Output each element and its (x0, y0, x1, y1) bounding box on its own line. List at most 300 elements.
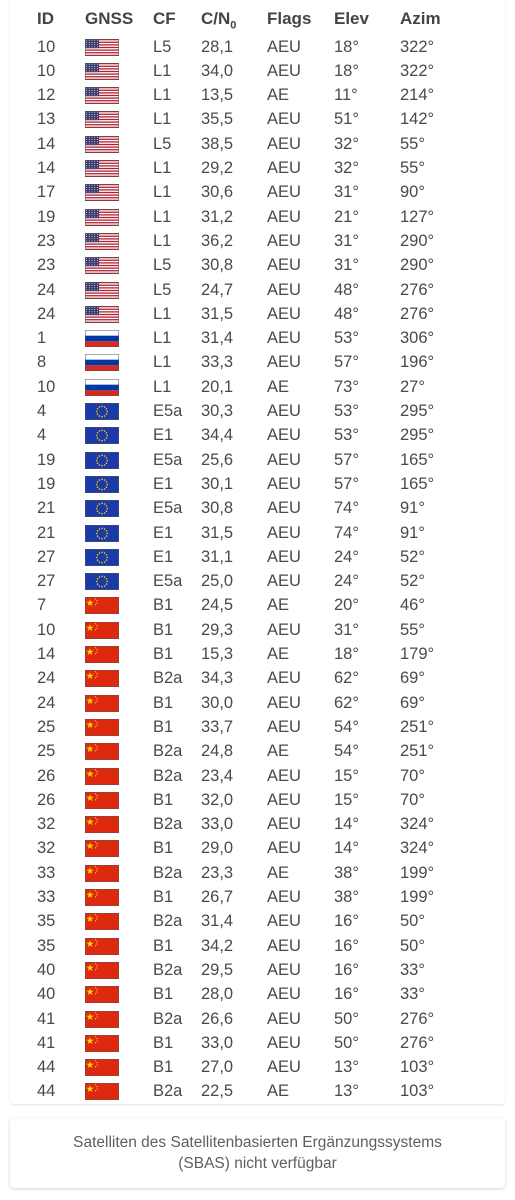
table-row (0, 666, 515, 690)
azimuth: 165° (400, 450, 435, 469)
status-flags: AE (267, 742, 290, 761)
status-flags: AE (267, 645, 290, 663)
cn0-value: 24,8 (201, 742, 234, 761)
azimuth: 251° (400, 742, 435, 761)
table-row (0, 375, 515, 399)
status-flags: AEU (267, 523, 301, 542)
azimuth: 276° (400, 1033, 435, 1052)
carrier-frequency: B2a (153, 815, 183, 834)
carrier-frequency: E1 (153, 426, 174, 445)
elevation: 53° (334, 402, 359, 420)
cn0-value: 34,4 (201, 426, 234, 445)
azimuth: 91° (400, 523, 425, 542)
carrier-frequency: E1 (153, 523, 174, 542)
carrier-frequency: L5 (153, 280, 172, 299)
elevation: 62° (334, 693, 359, 712)
header-cn-label: C/N (201, 9, 231, 28)
cn0-value: 34,3 (201, 669, 234, 688)
satellite-id: 21 (37, 523, 56, 542)
elevation: 31° (334, 256, 359, 275)
satellite-id: 14 (37, 159, 56, 177)
eu-flag-icon (85, 403, 119, 420)
cn0-value: 33,0 (201, 1033, 234, 1052)
table-row (0, 205, 515, 229)
carrier-frequency: E5a (153, 499, 183, 518)
cn0-value: 29,0 (201, 839, 234, 858)
satellite-id: 14 (37, 645, 56, 663)
cn-flag-icon (85, 719, 119, 736)
status-flags: AEU (267, 572, 301, 591)
satellite-id: 24 (37, 693, 56, 712)
eu-flag-icon (85, 525, 119, 542)
azimuth: 306° (400, 329, 435, 348)
carrier-frequency: B1 (153, 596, 174, 615)
carrier-frequency: B1 (153, 645, 174, 663)
elevation: 13° (334, 1082, 359, 1101)
cn0-value: 33,3 (201, 353, 234, 372)
cn0-value: 33,0 (201, 815, 234, 834)
table-row (0, 836, 515, 860)
header-cn (201, 9, 236, 31)
azimuth: 103° (400, 1058, 435, 1077)
cn-flag-icon (85, 1083, 119, 1100)
status-flags: AEU (267, 547, 301, 566)
satellite-id: 27 (37, 572, 56, 591)
carrier-frequency: B1 (153, 1058, 174, 1077)
elevation: 53° (334, 329, 359, 348)
table-row (0, 107, 515, 131)
azimuth: 27° (400, 377, 425, 396)
cn-flag-icon (85, 840, 119, 857)
status-flags: AEU (267, 426, 301, 445)
table-row (0, 1007, 515, 1031)
elevation: 54° (334, 717, 359, 736)
carrier-frequency: L1 (153, 86, 172, 105)
carrier-frequency: B2a (153, 742, 183, 761)
us-flag-icon (85, 111, 119, 128)
cn0-value: 29,5 (201, 960, 234, 979)
cn-flag-icon (85, 597, 119, 614)
table-row (0, 569, 515, 593)
carrier-frequency: L1 (153, 110, 172, 129)
cn-flag-icon (85, 1011, 119, 1028)
cn0-value: 33,7 (201, 717, 234, 736)
cn0-value: 24,5 (201, 596, 234, 615)
elevation: 48° (334, 304, 359, 323)
cn0-value: 29,3 (201, 620, 234, 639)
elevation: 18° (334, 37, 359, 56)
elevation: 57° (334, 450, 359, 469)
carrier-frequency: B1 (153, 1033, 174, 1052)
status-flags: AEU (267, 960, 301, 979)
elevation: 57° (334, 353, 359, 372)
table-row (0, 812, 515, 836)
table-row (0, 180, 515, 204)
table-row (0, 423, 515, 447)
cn0-value: 31,2 (201, 207, 234, 226)
table-row (0, 545, 515, 569)
satellite-id: 44 (37, 1058, 56, 1077)
table-row (0, 618, 515, 642)
status-flags: AE (267, 86, 290, 105)
satellite-id: 8 (37, 353, 47, 372)
carrier-frequency: E1 (153, 547, 174, 566)
cn0-value: 30,0 (201, 693, 234, 712)
table-row (0, 909, 515, 933)
satellite-id: 1 (37, 329, 47, 348)
elevation: 16° (334, 936, 359, 955)
status-flags: AEU (267, 450, 301, 469)
cn0-value: 15,3 (201, 645, 234, 663)
carrier-frequency: B1 (153, 790, 174, 809)
us-flag-icon (85, 209, 119, 226)
elevation: 54° (334, 742, 359, 761)
table-row (0, 934, 515, 958)
satellite-id: 21 (37, 499, 56, 518)
status-flags: AEU (267, 110, 301, 129)
table-row (0, 764, 515, 788)
satellite-id: 23 (37, 256, 56, 275)
azimuth: 276° (400, 1009, 435, 1028)
cn0-value: 30,8 (201, 256, 234, 275)
carrier-frequency: B2a (153, 1009, 183, 1028)
cn0-value: 35,5 (201, 110, 234, 129)
elevation: 20° (334, 596, 359, 615)
elevation: 32° (334, 159, 359, 177)
cn-flag-icon (85, 1035, 119, 1052)
header-gnss: GNSS (85, 9, 134, 28)
satellite-id: 10 (37, 37, 56, 56)
azimuth: 55° (400, 159, 425, 177)
header-cn-subscript: 0 (230, 19, 237, 32)
us-flag-icon (85, 184, 119, 201)
table-row (0, 350, 515, 374)
carrier-frequency: B1 (153, 985, 174, 1004)
header-azim: Azim (400, 9, 441, 28)
satellite-id: 40 (37, 960, 56, 979)
azimuth: 290° (400, 256, 435, 275)
azimuth: 69° (400, 669, 425, 688)
cn-flag-icon (85, 962, 119, 979)
elevation: 16° (334, 912, 359, 931)
elevation: 50° (334, 1009, 359, 1028)
status-flags: AEU (267, 159, 301, 177)
azimuth: 55° (400, 134, 425, 153)
azimuth: 50° (400, 912, 425, 931)
status-flags: AEU (267, 985, 301, 1004)
azimuth: 127° (400, 207, 435, 226)
eu-flag-icon (85, 573, 119, 590)
satellite-id: 33 (37, 863, 56, 882)
carrier-frequency: B1 (153, 936, 174, 955)
table-row (0, 691, 515, 715)
status-flags: AEU (267, 256, 301, 275)
status-flags: AEU (267, 134, 301, 153)
header-id: ID (37, 9, 54, 28)
satellite-id: 13 (37, 110, 56, 129)
status-flags: AEU (267, 304, 301, 323)
cn0-value: 30,1 (201, 474, 234, 493)
satellite-id: 26 (37, 766, 56, 785)
elevation: 74° (334, 523, 359, 542)
azimuth: 52° (400, 572, 425, 591)
cn-flag-icon (85, 913, 119, 930)
carrier-frequency: L5 (153, 37, 172, 56)
table-row (0, 399, 515, 423)
cn0-value: 27,0 (201, 1058, 234, 1077)
elevation: 50° (334, 1033, 359, 1052)
cn-flag-icon (85, 695, 119, 712)
us-flag-icon (85, 160, 119, 177)
ru-flag-icon (85, 330, 119, 347)
azimuth: 276° (400, 304, 435, 323)
azimuth: 251° (400, 717, 435, 736)
satellite-id: 24 (37, 669, 56, 688)
elevation: 16° (334, 960, 359, 979)
table-row (0, 132, 515, 156)
azimuth: 33° (400, 985, 425, 1004)
carrier-frequency: B2a (153, 766, 183, 785)
status-flags: AEU (267, 231, 301, 250)
cn0-value: 28,0 (201, 985, 234, 1004)
table-row (0, 326, 515, 350)
cn0-value: 31,4 (201, 329, 234, 348)
satellite-id: 19 (37, 207, 56, 226)
status-flags: AEU (267, 790, 301, 809)
satellite-id: 35 (37, 936, 56, 955)
elevation: 21° (334, 207, 359, 226)
azimuth: 295° (400, 426, 435, 445)
table-row (0, 1031, 515, 1055)
cn-flag-icon (85, 622, 119, 639)
carrier-frequency: L1 (153, 377, 172, 396)
carrier-frequency: L1 (153, 207, 172, 226)
cn0-value: 36,2 (201, 231, 234, 250)
table-row (0, 642, 515, 666)
cn0-value: 31,4 (201, 912, 234, 931)
status-flags: AEU (267, 888, 301, 906)
table-row (0, 1055, 515, 1079)
table-row (0, 59, 515, 83)
azimuth: 324° (400, 839, 435, 858)
status-flags: AEU (267, 183, 301, 202)
cn0-value: 26,6 (201, 1009, 234, 1028)
status-flags: AEU (267, 1009, 301, 1028)
cn-flag-icon (85, 938, 119, 955)
cn0-value: 31,5 (201, 523, 234, 542)
carrier-frequency: B2a (153, 912, 183, 931)
azimuth: 276° (400, 280, 435, 299)
azimuth: 214° (400, 86, 435, 105)
elevation: 74° (334, 499, 359, 518)
satellite-id: 26 (37, 790, 56, 809)
status-flags: AEU (267, 499, 301, 518)
satellite-id: 4 (37, 402, 47, 420)
status-flags: AEU (267, 61, 301, 80)
carrier-frequency: B1 (153, 620, 174, 639)
satellite-id: 7 (37, 596, 47, 615)
cn0-value: 38,5 (201, 134, 234, 153)
carrier-frequency: E5a (153, 450, 183, 469)
sbas-info-line1: Satelliten des Satellitenbasierten Ergänzungssystems (73, 1134, 442, 1151)
table-row (0, 156, 515, 180)
elevation: 11° (334, 86, 358, 105)
table-row (0, 278, 515, 302)
azimuth: 324° (400, 815, 435, 834)
cn0-value: 31,5 (201, 304, 234, 323)
azimuth: 91° (400, 499, 425, 518)
header-flags: Flags (267, 9, 312, 28)
satellite-id: 10 (37, 377, 56, 396)
elevation: 48° (334, 280, 359, 299)
azimuth: 103° (400, 1082, 435, 1101)
us-flag-icon (85, 136, 119, 153)
carrier-frequency: L1 (153, 61, 172, 80)
table-row (0, 302, 515, 326)
carrier-frequency: B1 (153, 717, 174, 736)
satellite-id: 25 (37, 742, 56, 761)
satellite-id: 17 (37, 183, 56, 202)
azimuth: 55° (400, 620, 425, 639)
azimuth: 290° (400, 231, 435, 250)
cn0-value: 25,6 (201, 450, 234, 469)
sbas-info-card (10, 1118, 505, 1188)
azimuth: 70° (400, 790, 425, 809)
elevation: 15° (334, 766, 359, 785)
eu-flag-icon (85, 549, 119, 566)
satellite-id: 23 (37, 231, 56, 250)
status-flags: AEU (267, 207, 301, 226)
cn-flag-icon (85, 646, 119, 663)
elevation: 14° (334, 839, 359, 858)
cn0-value: 26,7 (201, 888, 234, 906)
satellite-id: 25 (37, 717, 56, 736)
cn-flag-icon (85, 768, 119, 785)
cn0-value: 31,1 (201, 547, 234, 566)
cn-flag-icon (85, 986, 119, 1003)
satellite-id: 41 (37, 1009, 56, 1028)
cn0-value: 29,2 (201, 159, 234, 177)
azimuth: 69° (400, 693, 425, 712)
carrier-frequency: B2a (153, 960, 183, 979)
table-row (0, 83, 515, 107)
table-row (0, 472, 515, 496)
header-cf: CF (153, 9, 176, 28)
carrier-frequency: B1 (153, 839, 174, 858)
satellite-id: 14 (37, 134, 56, 153)
satellite-id: 12 (37, 86, 56, 105)
elevation: 31° (334, 620, 359, 639)
elevation: 31° (334, 231, 359, 250)
carrier-frequency: B2a (153, 863, 183, 882)
azimuth: 322° (400, 61, 435, 80)
satellite-id: 24 (37, 280, 56, 299)
elevation: 38° (334, 863, 359, 882)
us-flag-icon (85, 257, 119, 274)
elevation: 14° (334, 815, 359, 834)
elevation: 32° (334, 134, 359, 153)
elevation: 57° (334, 474, 359, 493)
us-flag-icon (85, 87, 119, 104)
elevation: 18° (334, 61, 359, 80)
eu-flag-icon (85, 476, 119, 493)
table-row (0, 229, 515, 253)
cn0-value: 28,1 (201, 37, 234, 56)
cn0-value: 32,0 (201, 790, 234, 809)
azimuth: 165° (400, 474, 435, 493)
azimuth: 46° (400, 596, 425, 615)
elevation: 31° (334, 183, 359, 202)
elevation: 18° (334, 645, 359, 663)
satellite-id: 32 (37, 839, 56, 858)
satellite-id: 10 (37, 61, 56, 80)
satellite-id: 33 (37, 888, 56, 906)
cn-flag-icon (85, 889, 119, 906)
carrier-frequency: L1 (153, 304, 172, 323)
cn0-value: 25,0 (201, 572, 234, 591)
carrier-frequency: E1 (153, 474, 174, 493)
table-row (0, 521, 515, 545)
status-flags: AEU (267, 693, 301, 712)
status-flags: AEU (267, 669, 301, 688)
carrier-frequency: B2a (153, 1082, 183, 1101)
carrier-frequency: L5 (153, 134, 172, 153)
status-flags: AEU (267, 766, 301, 785)
carrier-frequency: B2a (153, 669, 183, 688)
satellite-id: 27 (37, 547, 56, 566)
cn-flag-icon (85, 1059, 119, 1076)
azimuth: 179° (400, 645, 435, 663)
elevation: 15° (334, 790, 359, 809)
status-flags: AEU (267, 936, 301, 955)
satellite-id: 40 (37, 985, 56, 1004)
table-row (0, 788, 515, 812)
status-flags: AE (267, 1082, 290, 1101)
carrier-frequency: L1 (153, 231, 172, 250)
status-flags: AEU (267, 839, 301, 858)
table-row (0, 861, 515, 885)
us-flag-icon (85, 282, 119, 299)
satellite-id: 24 (37, 304, 56, 323)
table-row (0, 35, 515, 59)
satellite-id: 44 (37, 1082, 56, 1101)
eu-flag-icon (85, 500, 119, 517)
us-flag-icon (85, 39, 119, 56)
carrier-frequency: B1 (153, 693, 174, 712)
cn0-value: 23,3 (201, 863, 234, 882)
status-flags: AEU (267, 402, 301, 420)
satellite-id: 35 (37, 912, 56, 931)
elevation: 24° (334, 572, 359, 591)
status-flags: AEU (267, 717, 301, 736)
cn-flag-icon (85, 670, 119, 687)
status-flags: AE (267, 377, 290, 396)
status-flags: AEU (267, 1058, 301, 1077)
azimuth: 196° (400, 353, 435, 372)
carrier-frequency: L5 (153, 256, 172, 275)
us-flag-icon (85, 63, 119, 80)
status-flags: AEU (267, 620, 301, 639)
table-row (0, 958, 515, 982)
status-flags: AE (267, 863, 290, 882)
table-row (0, 253, 515, 277)
table-row (0, 1079, 515, 1103)
carrier-frequency: E5a (153, 572, 183, 591)
status-flags: AE (267, 596, 290, 615)
satellite-id: 19 (37, 450, 56, 469)
satellite-id: 41 (37, 1033, 56, 1052)
us-flag-icon (85, 233, 119, 250)
